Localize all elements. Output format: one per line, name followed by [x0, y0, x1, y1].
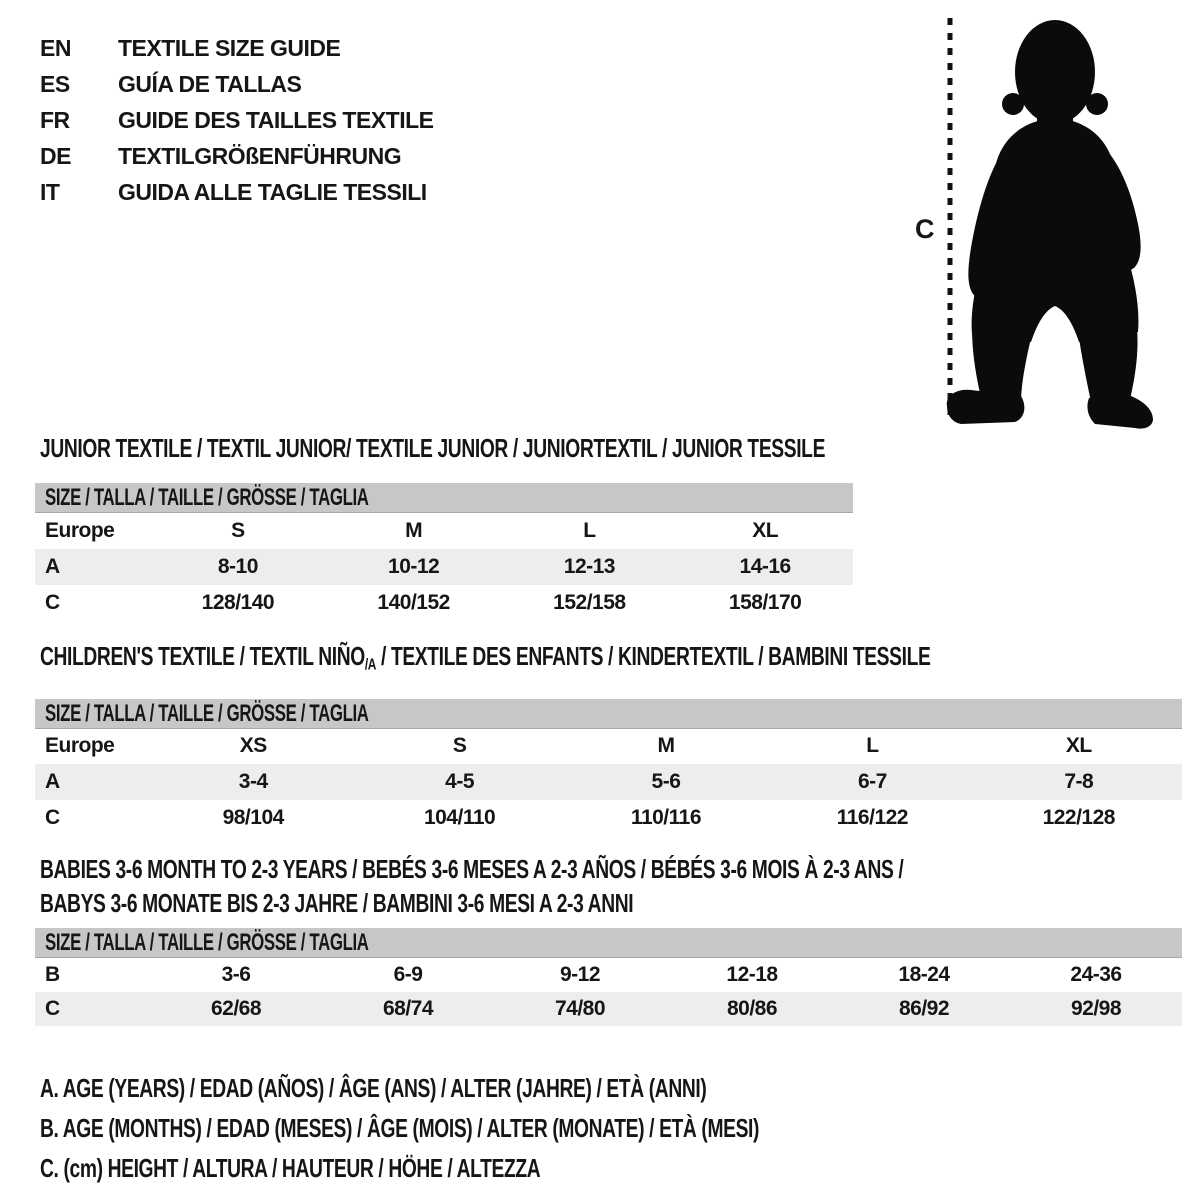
value-cell: 92/98: [1010, 992, 1182, 1026]
language-row: [40, 102, 434, 138]
children-title-post: / TEXTILE DES ENFANTS / KINDERTEXTIL / BAMBINI TESSILE: [376, 641, 931, 671]
junior-size-table: [35, 483, 853, 621]
value-cell: 8-10: [150, 549, 326, 585]
toddler-silhouette: [947, 20, 1153, 429]
value-cell: 5-6: [563, 764, 769, 800]
size-header-row: [35, 928, 1182, 958]
value-cell: 12-13: [502, 549, 678, 585]
europe-sizes-row: [35, 728, 1182, 764]
value-cell: 9-12: [494, 958, 666, 992]
size-header-row: [35, 483, 853, 513]
junior-section-title: JUNIOR TEXTILE / TEXTIL JUNIOR/ TEXTILE JUNIOR / JUNIORTEXTIL / JUNIOR TESSILE: [40, 433, 826, 463]
value-cell: 6-9: [322, 958, 494, 992]
value-cell: 62/68: [150, 992, 322, 1026]
europe-sizes-row: [35, 513, 853, 549]
language-title: GUIDA ALLE TAGLIE TESSILI: [118, 179, 427, 205]
language-title-list: [40, 30, 434, 210]
language-row: [40, 66, 434, 102]
value-cell: 80/86: [666, 992, 838, 1026]
language-code: ES: [40, 71, 70, 97]
row-label: Europe: [35, 728, 150, 764]
babies-section: [35, 852, 1200, 1026]
value-cell: 12-18: [666, 958, 838, 992]
value-cell: 7-8: [976, 764, 1182, 800]
height-cm-row: [35, 992, 1182, 1026]
size-header-bar: [35, 928, 1182, 958]
size-header-bar: [35, 699, 1182, 729]
children-title-sub: /A: [364, 655, 377, 674]
row-label: A: [35, 764, 150, 800]
value-cell: 10-12: [326, 549, 502, 585]
size-header-label: SIZE / TALLA / TAILLE / GRÖSSE / TAGLIA: [45, 929, 369, 956]
size-cell: S: [150, 513, 326, 549]
size-cell: XS: [150, 728, 356, 764]
size-cell: S: [356, 728, 562, 764]
value-cell: 4-5: [356, 764, 562, 800]
row-label: C: [35, 992, 150, 1026]
language-row: [40, 30, 434, 66]
value-cell: 152/158: [502, 585, 678, 621]
value-cell: 68/74: [322, 992, 494, 1026]
language-row: [40, 138, 434, 174]
value-cell: 3-6: [150, 958, 322, 992]
height-measure-label: C: [915, 214, 934, 244]
age-months-row: [35, 958, 1182, 992]
toddler-silhouette-graphic: [905, 14, 1185, 434]
height-figure: [905, 14, 1185, 434]
babies-section-title: [40, 852, 1200, 920]
babies-title-line-2: BABYS 3-6 MONATE BIS 2-3 JAHRE / BAMBINI 3-6 MESI A 2-3 ANNI: [40, 888, 634, 918]
value-cell: 86/92: [838, 992, 1010, 1026]
value-cell: 14-16: [677, 549, 853, 585]
value-cell: 116/122: [769, 800, 975, 836]
language-code: IT: [40, 179, 60, 205]
size-header-bar: [35, 483, 853, 513]
row-label: C: [35, 585, 150, 621]
row-label: B: [35, 958, 150, 992]
value-cell: 98/104: [150, 800, 356, 836]
age-years-row: [35, 549, 853, 585]
babies-title-line-1: BABIES 3-6 MONTH TO 2-3 YEARS / BEBÉS 3-6 MESES A 2-3 AÑOS / BÉBÉS 3-6 MOIS À 2-3 ANS /: [40, 854, 904, 884]
children-size-table: [35, 699, 1182, 837]
size-header-label: SIZE / TALLA / TAILLE / GRÖSSE / TAGLIA: [45, 699, 369, 727]
value-cell: 128/140: [150, 585, 326, 621]
value-cell: 140/152: [326, 585, 502, 621]
size-header-label: SIZE / TALLA / TAILLE / GRÖSSE / TAGLIA: [45, 484, 369, 511]
value-cell: 122/128: [976, 800, 1182, 836]
value-cell: 24-36: [1010, 958, 1182, 992]
babies-size-table: [35, 928, 1182, 1026]
size-cell: XL: [677, 513, 853, 549]
junior-section: [35, 435, 1101, 621]
size-header-row: [35, 699, 1182, 729]
value-cell: 18-24: [838, 958, 1010, 992]
height-cm-row: [35, 800, 1182, 836]
language-title: GUIDE DES TAILLES TEXTILE: [118, 107, 434, 133]
value-cell: 3-4: [150, 764, 356, 800]
value-cell: 74/80: [494, 992, 666, 1026]
value-cell: 104/110: [356, 800, 562, 836]
language-title: TEXTILE SIZE GUIDE: [118, 35, 341, 61]
legend-notes: [40, 1068, 1012, 1188]
size-cell: M: [563, 728, 769, 764]
size-cell: XL: [976, 728, 1182, 764]
language-code: DE: [40, 143, 71, 169]
note-age-months: B. AGE (MONTHS) / EDAD (MESES) / ÂGE (MOIS) / ALTER (MONATE) / ETÀ (MESI): [40, 1113, 760, 1143]
value-cell: 110/116: [563, 800, 769, 836]
note-age-years: A. AGE (YEARS) / EDAD (AÑOS) / ÂGE (ANS) / ALTER (JAHRE) / ETÀ (ANNI): [40, 1073, 707, 1103]
age-years-row: [35, 764, 1182, 800]
children-section-title: [40, 643, 930, 678]
row-label: A: [35, 549, 150, 585]
height-cm-row: [35, 585, 853, 621]
note-height-cm: C. (cm) HEIGHT / ALTURA / HAUTEUR / HÖHE / ALTEZZA: [40, 1153, 541, 1183]
size-cell: L: [502, 513, 678, 549]
row-label: Europe: [35, 513, 150, 549]
row-label: C: [35, 800, 150, 836]
size-cell: M: [326, 513, 502, 549]
value-cell: 158/170: [677, 585, 853, 621]
language-title: TEXTILGRÖßENFÜHRUNG: [118, 143, 402, 169]
size-cell: L: [769, 728, 975, 764]
language-code: FR: [40, 107, 70, 133]
language-row: [40, 174, 434, 210]
children-title-pre: CHILDREN'S TEXTILE / TEXTIL NIÑO: [40, 641, 365, 671]
value-cell: 6-7: [769, 764, 975, 800]
language-title: GUÍA DE TALLAS: [118, 71, 302, 97]
language-code: EN: [40, 35, 71, 61]
children-section: [35, 643, 1200, 836]
